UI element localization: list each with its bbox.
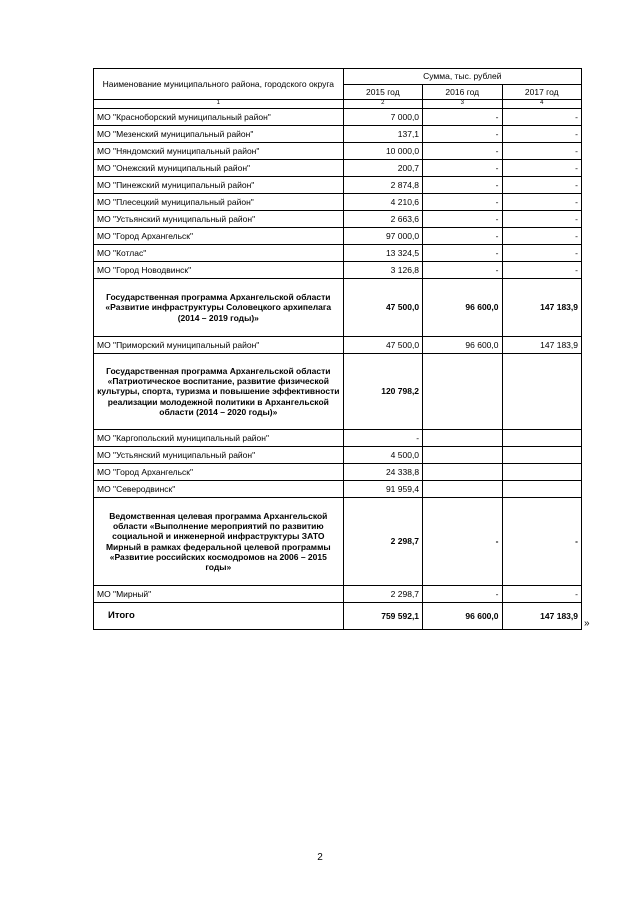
total-row	[94, 603, 582, 630]
total-2016: 96 600,0	[423, 603, 502, 630]
row-2015: 13 324,5	[343, 245, 422, 262]
row-2015: 10 000,0	[343, 143, 422, 160]
row-name: МО "Котлас"	[94, 245, 344, 262]
row-2015: 7 000,0	[343, 109, 422, 126]
table-row	[94, 228, 582, 245]
row-2017: -	[502, 143, 582, 160]
header-sum: Сумма, тыс. рублей	[343, 69, 581, 85]
program-row	[94, 279, 582, 337]
row-2015: 2 874,8	[343, 177, 422, 194]
row-2015: 4 500,0	[343, 447, 422, 464]
row-2016: -	[423, 262, 502, 279]
row-2015: 4 210,6	[343, 194, 422, 211]
row-2017: -	[502, 194, 582, 211]
row-2017: -	[502, 262, 582, 279]
program-2017: -	[502, 498, 582, 586]
header-2016: 2016 год	[423, 85, 502, 100]
col-number-2: 2	[343, 100, 422, 109]
row-name: МО "Устьянский муниципальный район"	[94, 447, 344, 464]
row-2015: 137,1	[343, 126, 422, 143]
col-number-1: 1	[94, 100, 344, 109]
col-number-3: 3	[423, 100, 502, 109]
row-2017: -	[502, 228, 582, 245]
table-row	[94, 143, 582, 160]
row-name: МО "Красноборский муниципальный район"	[94, 109, 344, 126]
row-2016: -	[423, 211, 502, 228]
table-row	[94, 126, 582, 143]
table-row	[94, 211, 582, 228]
row-2017: -	[502, 109, 582, 126]
table-row	[94, 177, 582, 194]
row-2017: 147 183,9	[502, 337, 582, 354]
table-row	[94, 464, 582, 481]
program-title: Государственная программа Архангельской области «Патриотическое воспитание, развитие физической культуры, спорта, туризма и повышение эффективности реализации молодежной политики в Архангельской области (2014 – 2020 годы)»	[94, 354, 344, 430]
header-2015: 2015 год	[343, 85, 422, 100]
table-row	[94, 447, 582, 464]
row-name: МО "Город Архангельск"	[94, 464, 344, 481]
row-2016: -	[423, 109, 502, 126]
program-2017: 147 183,9	[502, 279, 582, 337]
col-number-4: 4	[502, 100, 582, 109]
header-2017: 2017 год	[502, 85, 582, 100]
program-2015: 47 500,0	[343, 279, 422, 337]
row-2015: 2 298,7	[343, 586, 422, 603]
row-2017: -	[502, 126, 582, 143]
row-name: МО "Онежский муниципальный район"	[94, 160, 344, 177]
row-2015: 97 000,0	[343, 228, 422, 245]
row-2016: -	[423, 228, 502, 245]
row-name: МО "Мирный"	[94, 586, 344, 603]
row-name: МО "Город Архангельск"	[94, 228, 344, 245]
total-2017: 147 183,9	[502, 603, 582, 630]
row-2016: -	[423, 126, 502, 143]
row-name: МО "Город Новодвинск"	[94, 262, 344, 279]
page-number: 2	[317, 852, 323, 863]
program-2015: 120 798,2	[343, 354, 422, 430]
row-name: МО "Плесецкий муниципальный район"	[94, 194, 344, 211]
header-name: Наименование муниципального района, городского округа	[94, 69, 344, 100]
table-row	[94, 337, 582, 354]
row-2016: -	[423, 160, 502, 177]
row-2016: -	[423, 177, 502, 194]
table-row	[94, 430, 582, 447]
program-row	[94, 354, 582, 430]
program-2016	[423, 354, 502, 430]
program-title: Ведомственная целевая программа Архангельской области «Выполнение мероприятий по развитию социальной и инженерной инфраструктуры ЗАТО Мирный в рамках федеральной целевой программы «Развитие российских космодромов на 2006 – 2015 годы»	[94, 498, 344, 586]
table-row	[94, 262, 582, 279]
row-name: МО "Каргопольский муниципальный район"	[94, 430, 344, 447]
budget-table	[93, 68, 582, 630]
row-2015: 47 500,0	[343, 337, 422, 354]
row-2016: -	[423, 194, 502, 211]
row-name: МО "Устьянский муниципальный район"	[94, 211, 344, 228]
row-2015: 24 338,8	[343, 464, 422, 481]
row-name: МО "Северодвинск"	[94, 481, 344, 498]
row-2017: -	[502, 177, 582, 194]
row-2015: 2 663,6	[343, 211, 422, 228]
row-2016: 96 600,0	[423, 337, 502, 354]
row-2016: -	[423, 245, 502, 262]
row-2015: 200,7	[343, 160, 422, 177]
row-2015: -	[343, 430, 422, 447]
table-row	[94, 586, 582, 603]
table-row	[94, 160, 582, 177]
row-name: МО "Мезенский муниципальный район"	[94, 126, 344, 143]
row-name: МО "Няндомский муниципальный район"	[94, 143, 344, 160]
row-2016: -	[423, 143, 502, 160]
row-2015: 3 126,8	[343, 262, 422, 279]
program-row	[94, 498, 582, 586]
program-2016: -	[423, 498, 502, 586]
row-2017: -	[502, 160, 582, 177]
table-row	[94, 481, 582, 498]
total-label: Итого	[94, 603, 344, 630]
closing-quote: »	[584, 618, 590, 629]
table-row	[94, 109, 582, 126]
row-2016: -	[423, 586, 502, 603]
row-2017: -	[502, 586, 582, 603]
program-2017	[502, 354, 582, 430]
row-name: МО "Пинежский муниципальный район"	[94, 177, 344, 194]
program-title: Государственная программа Архангельской области «Развитие инфраструктуры Соловецкого архипелага (2014 – 2019 годы)»	[94, 279, 344, 337]
row-2015: 91 959,4	[343, 481, 422, 498]
program-2015: 2 298,7	[343, 498, 422, 586]
table-row	[94, 245, 582, 262]
row-name: МО "Приморский муниципальный район"	[94, 337, 344, 354]
program-2016: 96 600,0	[423, 279, 502, 337]
total-2015: 759 592,1	[343, 603, 422, 630]
row-2017: -	[502, 211, 582, 228]
table-row	[94, 194, 582, 211]
row-2017: -	[502, 245, 582, 262]
